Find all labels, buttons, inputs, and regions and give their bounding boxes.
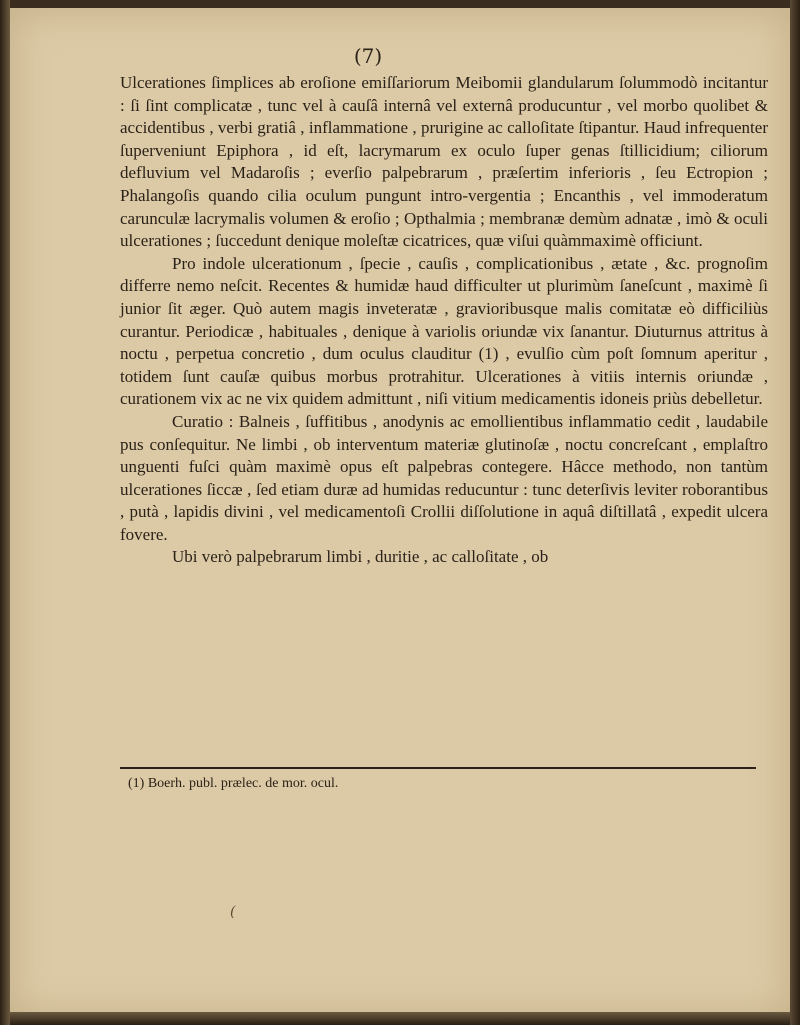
book-gutter-left (0, 0, 10, 1025)
page-number: (7) (353, 44, 383, 68)
footnote: (1) Boerh. publ. prælec. de mor. ocul. (128, 776, 339, 791)
book-edge-right (790, 0, 800, 1025)
paragraph-4: Ubi verò palpebrarum limbi , duritie , ac calloſitate , ob (172, 547, 549, 567)
paragraph-2: Pro indole ulcerationum , ſpecie , cauſis , complicationibus , ætate , &c. prognoſim differre nemo neſcit. Recentes & humidæ haud difficulter ut plurimùm ſaneſcunt , maximè ſi junior ſit æger. Quò autem magis inveteratæ , gravioribusque malis comitatæ eò difficiliùs curantur. Periodicæ , habituales , denique à variolis oriundæ vix ſanantur. Diuturnus attritus à noctu , perpetua concretio , dum oculus clauditur (1) , evulſio cùm poſt ſomnum aperitur , totidem ſunt cauſæ quibus morbus protrahitur. Ulcerationes à vitiis internis oriundæ , curationem vix ac ne vix quidem admittunt , niſi vitium medicamentis idoneis priùs debelletur. (120, 253, 768, 409)
paragraph-1: Ulcerationes ſimplices ab eroſione emiſſariorum Meibomii glandularum ſolummodò incitantur : ſi ſint complicatæ , tunc vel à cauſâ internâ vel externâ producuntur , vel morbo quolibet & accidentibus , verbi gratiâ , inflammatione , prurigine ac calloſitate ſtipantur. Haud infrequenter ſuperveniunt Epiphora , id eſt, lacrymarum ex oculo ſuper genas ſtillicidium; ciliorum defluvium vel Madaroſis ; everſio palpebrarum , præſertim inferioris , ſeu Ectropion ; Phalangoſis quando cilia oculum pungunt intro-vergentia ; Encanthis , vel immoderatum carunculæ lacrymalis volumen & eroſio ; Opthalmia ; membranæ demùm adnatæ , imò & oculi ulcerationes ; ſuccedunt denique moleſtæ cicatrices, quæ viſui quàmmaximè officiunt. (120, 73, 768, 251)
stray-mark: ( (230, 904, 236, 920)
paragraph-3: Curatio : Balneis , ſuffitibus , anodynis ac emollientibus inflammatio cedit , laudabile pus conſequitur. Ne limbi , ob interventum materiæ glutinoſæ , noctu concreſcant , emplaſtro unguenti fuſci quàm maximè opus eſt palpebras contegere. Hâcce methodo, non tantùm ulcerationes ſiccæ , ſed etiam duræ ad humidas reducuntur : tunc deterſivis leviter roborantibus , putà , lapidis divini , vel medicamentoſi Crollii diſſolutione in aquâ diſtillatâ , expedit ulcera fovere. (120, 411, 768, 544)
footnote-rule (120, 767, 756, 769)
body-text (120, 72, 768, 569)
book-edge-bottom (10, 1012, 790, 1025)
